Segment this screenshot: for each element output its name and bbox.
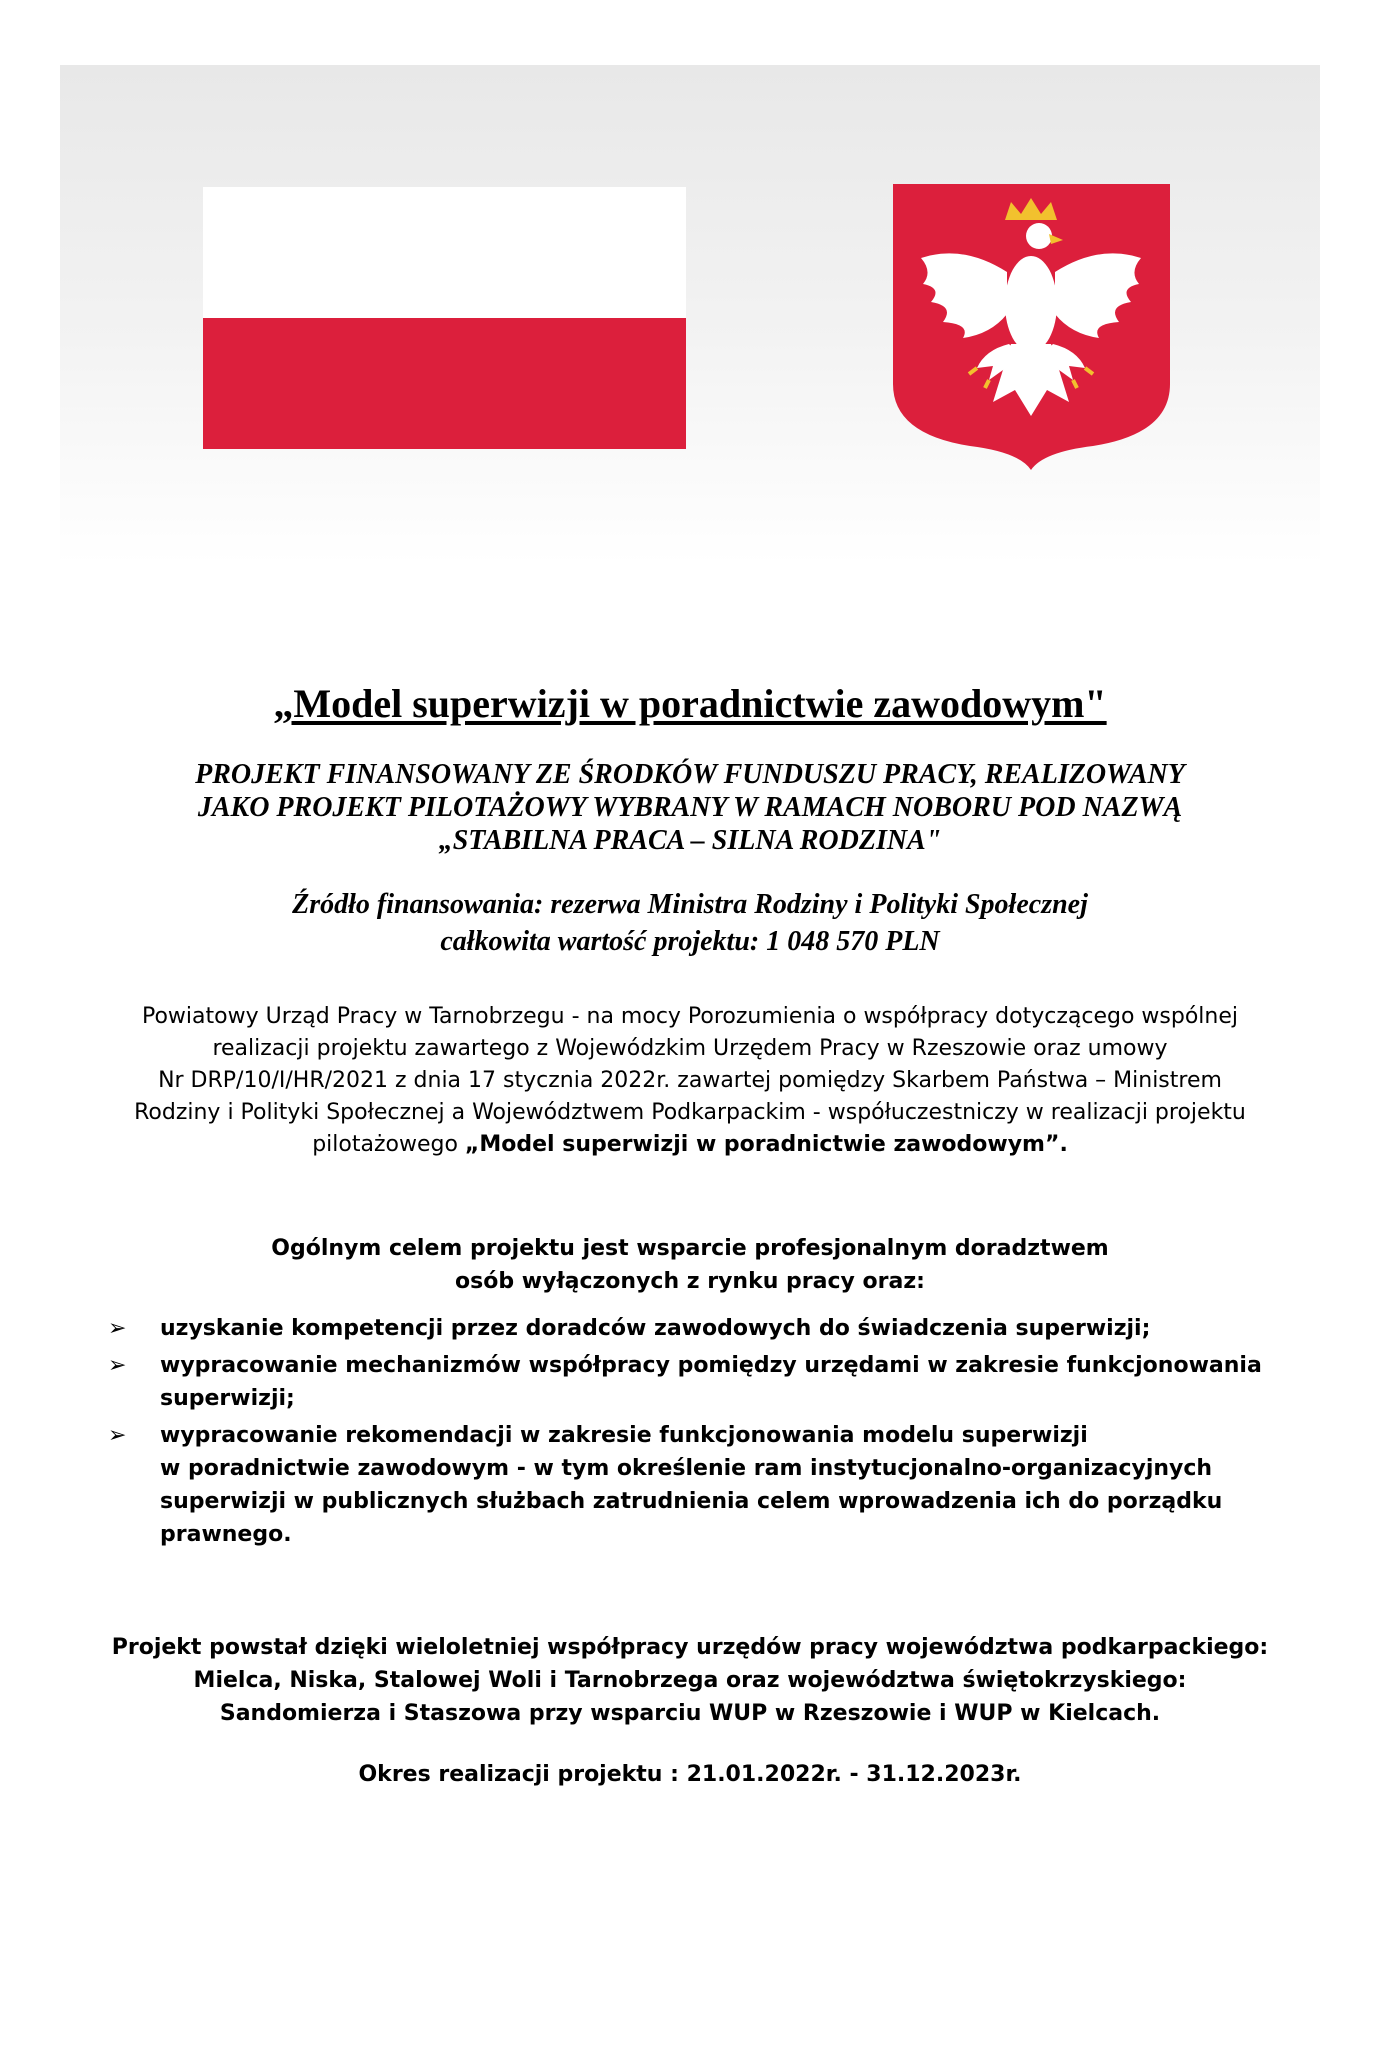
goal-line: superwizji w publicznych służbach zatrudnienia celem wprowadzenia ich do porządku — [160, 1488, 1223, 1514]
intro-line: Rodziny i Polityki Społecznej a Województwem Podkarpackim - współuczestniczy w realizacji projektu — [134, 1100, 1246, 1126]
goal-line: w poradnictwie zawodowym - w tym określenie ram instytucjonalno-organizacyjnych — [160, 1455, 1213, 1481]
intro-line-last — [60, 1129, 1320, 1161]
intro-project-name: „Model superwizji w poradnictwie zawodowym”. — [464, 1132, 1068, 1158]
intro-last-prefix: pilotażowego — [312, 1132, 465, 1158]
goal-line: superwizji; — [160, 1385, 295, 1411]
goal-lead-line: Ogólnym celem projektu jest wsparcie profesjonalnym doradztwem — [271, 1235, 1109, 1261]
document-title: „Model superwizji w poradnictwie zawodowym" — [273, 681, 1107, 726]
intro-line: Nr DRP/10/I/HR/2021 z dnia 17 stycznia 2022r. zawartej pomiędzy Skarbem Państwa – Ministrem — [158, 1068, 1222, 1094]
outro-line: Mielca, Niska, Stalowej Woli i Tarnobrzega oraz województwa świętokrzyskiego: — [193, 1667, 1187, 1693]
white-eagle-emblem — [893, 184, 1170, 470]
intro-line: Powiatowy Urząd Pracy w Tarnobrzegu - na mocy Porozumienia o współpracy dotyczącego wspólnej — [141, 1004, 1238, 1029]
intro-line: realizacji projektu zawartego z Wojewódzkim Urzędem Pracy w Rzeszowie oraz umowy — [212, 1036, 1168, 1062]
project-period: Okres realizacji projektu : 21.01.2022r. - 31.12.2023r. — [358, 1761, 1022, 1787]
goal-list-item — [60, 1419, 1320, 1551]
intro-paragraph — [60, 1001, 1320, 1162]
goal-line: wypracowanie mechanizmów współpracy pomiędzy urzędami w zakresie funkcjonowania — [160, 1352, 1262, 1378]
goal-line: wypracowanie rekomendacji w zakresie funkcjonowania modelu superwizji — [160, 1422, 1088, 1448]
goal-list — [60, 1312, 1320, 1551]
document-body — [60, 680, 1320, 1791]
project-value: całkowita wartość projektu: 1 048 570 PLN — [440, 926, 940, 958]
subtitle-line: PROJEKT FINANSOWANY ZE ŚRODKÓW FUNDUSZU PRACY, REALIZOWANY — [195, 759, 1185, 790]
outro-line: Projekt powstał dzięki wieloletniej współpracy urzędów pracy województwa podkarpackiego: — [111, 1634, 1269, 1660]
arrow-bullet-icon: ➢ — [108, 1422, 127, 1448]
goal-list-item — [60, 1349, 1320, 1415]
poland-flag — [203, 187, 686, 449]
funding-info — [60, 887, 1320, 961]
goal-lead-line: osób wyłączonych z rynku pracy oraz: — [455, 1268, 925, 1294]
goal-line: uzyskanie kompetencji przez doradców zawodowych do świadczenia superwizji; — [160, 1315, 1151, 1341]
goal-line: prawnego. — [160, 1521, 292, 1547]
subtitle-line: „STABILNA PRACA – SILNA RODZINA" — [438, 825, 942, 857]
goal-list-item — [60, 1312, 1320, 1345]
arrow-bullet-icon: ➢ — [108, 1315, 127, 1341]
cooperation-paragraph — [60, 1631, 1320, 1730]
funding-source: Źródło finansowania: rezerwa Ministra Rodziny i Polityki Społecznej — [292, 889, 1088, 921]
project-subtitle — [90, 758, 1290, 857]
arrow-bullet-icon: ➢ — [108, 1352, 127, 1378]
outro-line: Sandomierza i Staszowa przy wsparciu WUP w Rzeszowie i WUP w Kielcach. — [219, 1700, 1161, 1726]
goal-lead — [60, 1232, 1320, 1298]
flag-white-stripe — [203, 187, 686, 318]
subtitle-line: JAKO PROJEKT PILOTAŻOWY WYBRANY W RAMACH NOBORU POD NAZWĄ — [197, 792, 1183, 824]
flag-red-stripe — [203, 318, 686, 449]
